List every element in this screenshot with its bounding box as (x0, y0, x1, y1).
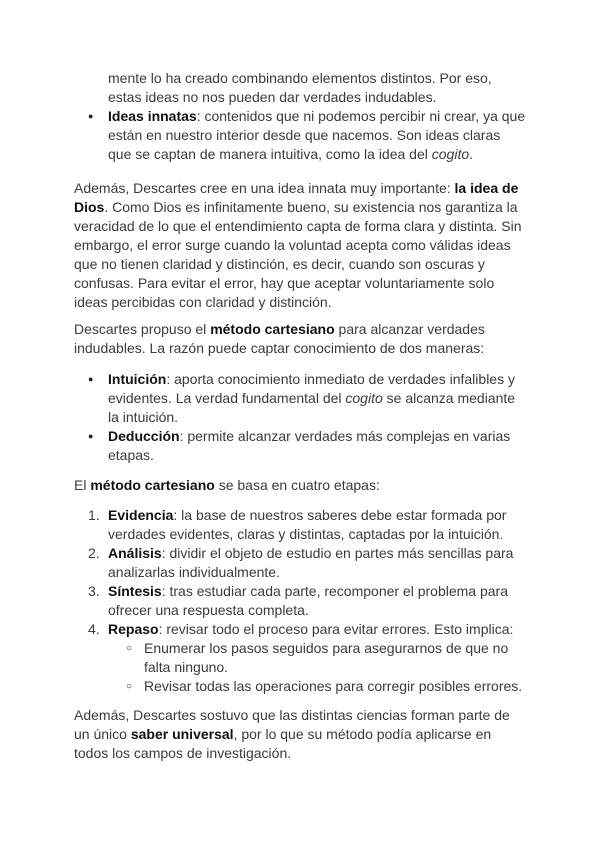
step-item (74, 582, 526, 620)
para1-post: . Como Dios es infinitamente bueno, su existencia nos garantiza la veracidad de lo que el entendimiento capta de forma clara y distinta. Sin embargo, el error surge cuando la voluntad acepta como válidas ideas que no tienen claridad y distinción, es decir, cuando son oscuras y confusas. Para evitar el error, hay que aceptar voluntariamente solo ideas percibidas con claridad y distinción. (74, 199, 522, 310)
step-number: 1. (88, 507, 100, 523)
para4-post: , por lo que su método podía aplicarse en todos los campos de investigación. (74, 726, 492, 761)
repaso-sublist (108, 639, 526, 696)
deduccion-term: Deducción (108, 428, 180, 444)
step-text: : tras estudiar cada parte, recomponer el problema para ofrecer una respuesta completa. (108, 583, 508, 618)
steps-list (74, 506, 526, 696)
deduccion-text: : permite alcanzar verdades más complejas en varias etapas. (108, 428, 511, 463)
para3-pre: El (74, 477, 91, 493)
step-number: 4. (88, 621, 100, 637)
step-item (74, 544, 526, 582)
sub-item: ○ Revisar todas las operaciones para corregir posibles errores. (108, 677, 526, 696)
metodo-cartesiano-bold: método cartesiano (210, 321, 335, 337)
step-number: 3. (88, 583, 100, 599)
para2-pre: Descartes propuso el (74, 321, 211, 337)
step-text: : dividir el objeto de estudio en partes más sencillas para analizarlas individualmente. (108, 545, 514, 580)
ideas-innatas-term: Ideas innatas (108, 108, 197, 124)
ideas-innatas-text: : contenidos que ni podemos percibir ni crear, ya que están en nuestro interior desde que nacemos. Son ideas claras que se captan de manera intuitiva, como la idea del (108, 108, 526, 162)
step-item (74, 620, 526, 696)
para4-pre: Además, Descartes sostuvo que las distintas ciencias forman parte de un único (74, 707, 510, 742)
para1-pre: Además, Descartes cree en una idea innata muy importante: (74, 180, 455, 196)
cogito-italic-2: cogito (345, 390, 383, 406)
metodo-cartesiano-bold-2: método cartesiano (90, 477, 215, 493)
paragraph-etapas-intro (74, 476, 526, 495)
step-item (74, 506, 526, 544)
list-item-intuicion (74, 370, 526, 427)
step-text: : la base de nuestros saberes debe estar formada por verdades evidentes, claras y distintas, captadas por la intuición. (108, 507, 507, 542)
list-item-deduccion (74, 427, 526, 465)
step-term: Análisis (108, 545, 162, 561)
paragraph-metodo-intro (74, 320, 526, 358)
step-text: : revisar todo el proceso para evitar errores. Esto implica: (158, 621, 514, 637)
saber-universal-bold: saber universal (130, 726, 234, 742)
step-number: 2. (88, 545, 100, 561)
ways-list (74, 370, 526, 465)
continuation-text: mente lo ha creado combinando elementos distintos. Por eso, estas ideas no nos pueden dar verdades indudables. (108, 70, 492, 105)
list-item-continuation (74, 69, 526, 107)
para3-post: se basa en cuatro etapas: (214, 477, 380, 493)
cogito-italic: cogito (431, 146, 470, 162)
paragraph-idea-de-dios (74, 179, 526, 312)
idea-de-dios-bold: la idea de Dios (74, 180, 519, 215)
sub-item: ○ Enumerar los pasos seguidos para asegurarnos de que no falta ninguno. (108, 639, 526, 677)
list-item-ideas-innatas (74, 107, 526, 164)
paragraph-saber-universal (74, 706, 526, 763)
intuicion-term: Intuición (108, 371, 167, 387)
intuicion-end: se alcanza mediante la intuición. (108, 390, 516, 425)
step-term: Repaso (108, 621, 159, 637)
ideas-list (74, 69, 526, 164)
para2-post: para alcanzar verdades indudables. La razón puede captar conocimiento de dos maneras: (74, 321, 485, 356)
step-term: Síntesis (108, 583, 162, 599)
ideas-innatas-end: . (469, 146, 474, 162)
intuicion-text: : aporta conocimiento inmediato de verdades infalibles y evidentes. La verdad fundamental del (108, 371, 515, 406)
step-term: Evidencia (108, 507, 174, 523)
